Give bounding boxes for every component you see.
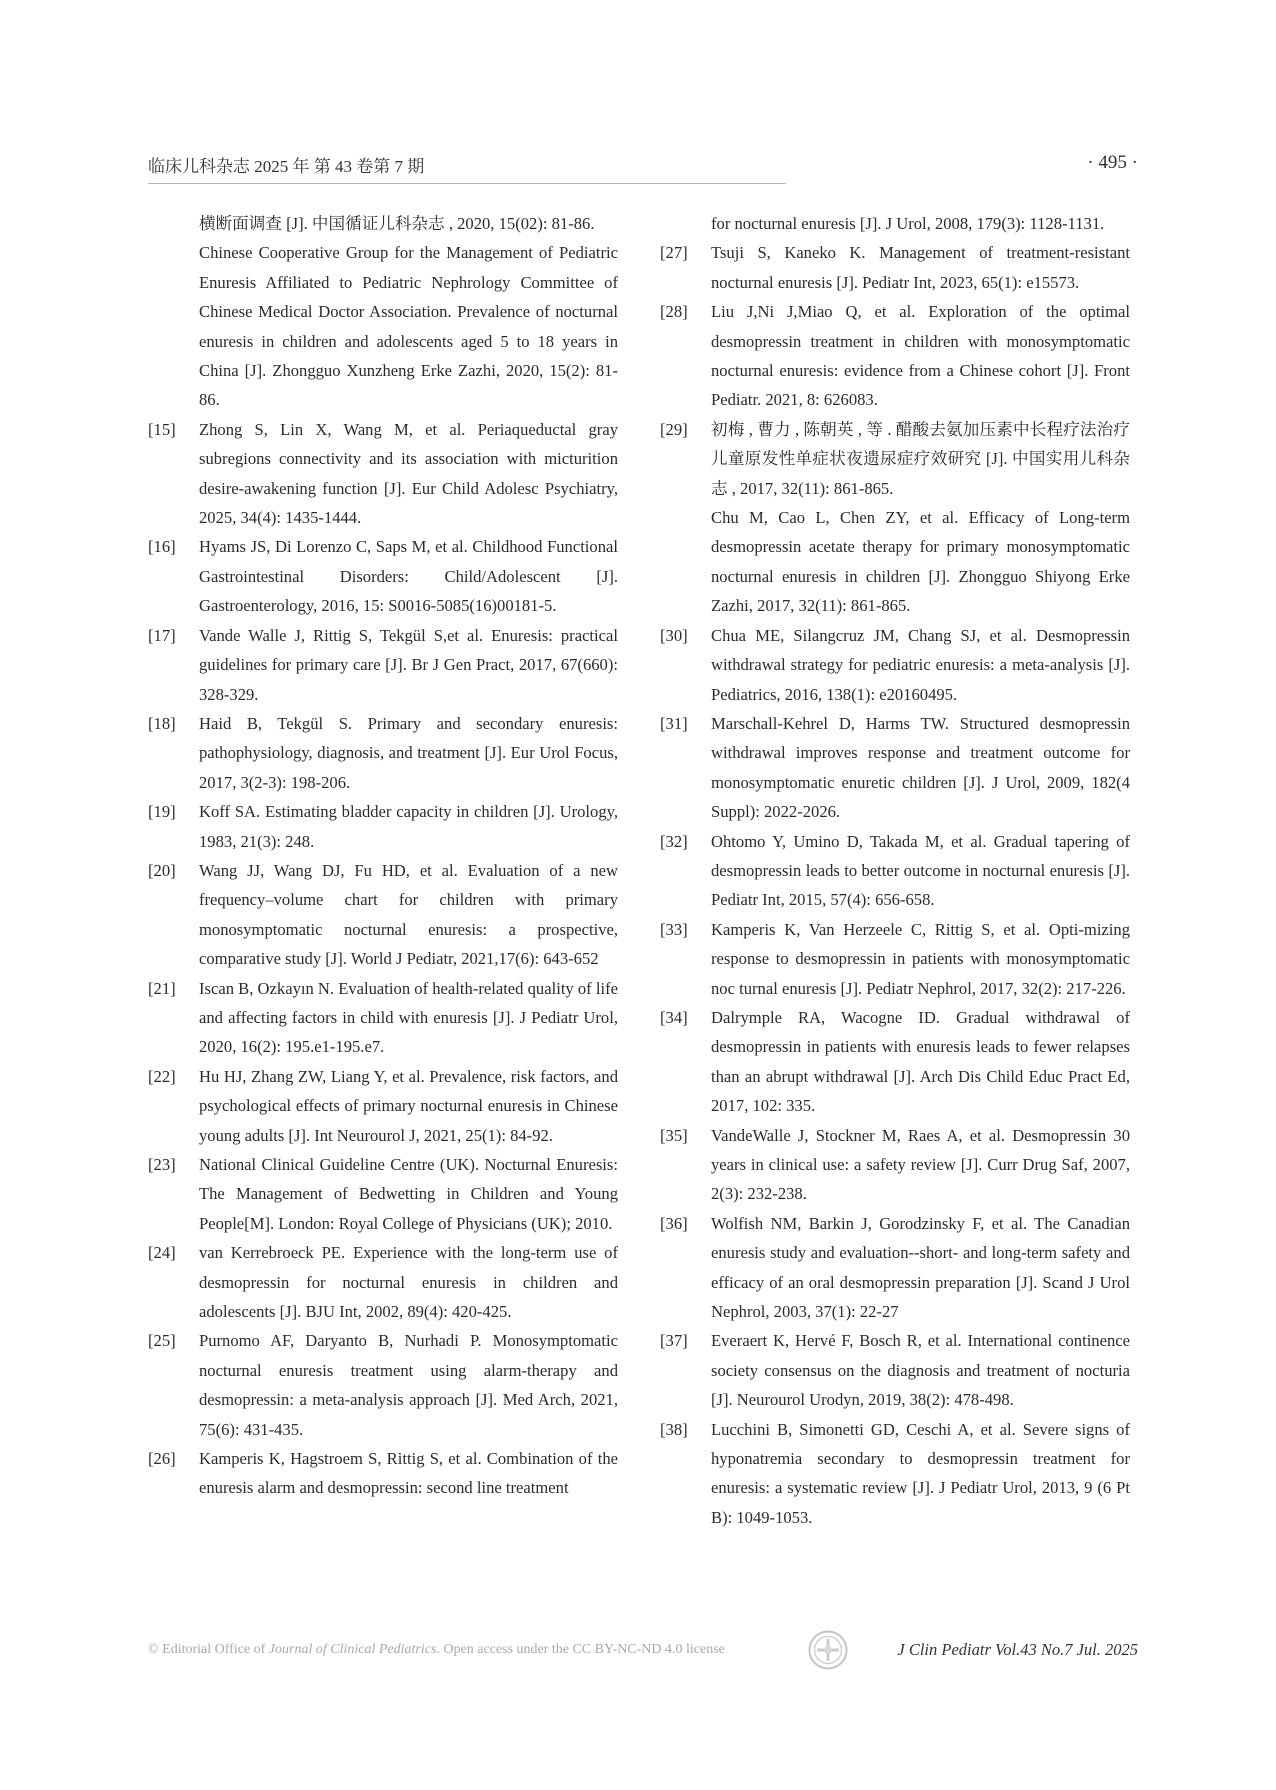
reference-number: [26] <box>148 1449 176 1469</box>
reference-number: [25] <box>148 1331 176 1351</box>
reference-number: [33] <box>660 919 688 939</box>
footer <box>148 1630 1138 1670</box>
reference-item <box>148 1150 618 1238</box>
reference-text: Chinese Cooperative Group for the Management of Pediatric Enuresis Affiliated to Pediatric Nephrology Committee of Chinese Medical Doctor Association. Prevalence of nocturnal enuresis in children and adolescents aged 5 to 18 years in China [J]. Zhongguo Xunzheng Erke Zazhi, 2020, 15(2): 81-86. <box>199 243 618 410</box>
reference-text: Lucchini B, Simonetti GD, Ceschi A, et al. Severe signs of hyponatremia secondary to desmopressin treatment for enuresis: a systematic review [J]. J Pediatr Urol, 2013, 9 (6 Pt B): 1049-1053. <box>711 1419 1130 1527</box>
reference-item <box>148 1062 618 1150</box>
reference-text: Chu M, Cao L, Chen ZY, et al. Efficacy of Long-term desmopressin acetate therapy for primary monosymptomatic nocturnal enuresis in children [J]. Zhongguo Shiyong Erke Zazhi, 2017, 32(11): 861-865. <box>711 508 1130 616</box>
reference-text: Kamperis K, Van Herzeele C, Rittig S, et al. Opti-mizing response to desmopressin in patients with monosymptomatic noc turnal enuresis [J]. Pediatr Nephrol, 2017, 32(2): 217-226. <box>711 919 1130 998</box>
reference-number: [16] <box>148 537 176 557</box>
reference-text: Koff SA. Estimating bladder capacity in children [J]. Urology, 1983, 21(3): 248. <box>199 802 618 851</box>
reference-number: [37] <box>660 1331 688 1351</box>
reference-item <box>660 209 1130 238</box>
reference-number: [34] <box>660 1007 688 1027</box>
reference-text: Hu HJ, Zhang ZW, Liang Y, et al. Prevalence, risk factors, and psychological effects of primary nocturnal enuresis in Chinese young adults [J]. Int Neurourol J, 2021, 25(1): 84-92. <box>199 1066 618 1145</box>
reference-number: [27] <box>660 243 688 263</box>
reference-item <box>148 1444 618 1503</box>
reference-item <box>660 621 1130 709</box>
reference-item <box>148 856 618 974</box>
reference-text: Iscan B, Ozkayın N. Evaluation of health-related quality of life and affecting factors in child with enuresis [J]. J Pediatr Urol, 2020, 16(2): 195.e1-195.e7. <box>199 978 618 1057</box>
reference-text: National Clinical Guideline Centre (UK). Nocturnal Enuresis: The Management of Bedwetting in Children and Young People[M]. London: Royal College of Physicians (UK); 2010. <box>199 1155 618 1233</box>
reference-item <box>660 1209 1130 1327</box>
reference-text: 横断面调查 [J]. 中国循证儿科杂志 , 2020, 15(02): 81-86. <box>199 214 595 233</box>
reference-number: [28] <box>660 302 688 322</box>
reference-item <box>660 1121 1130 1209</box>
reference-text: Purnomo AF, Daryanto B, Nurhadi P. Monosymptomatic nocturnal enuresis treatment using alarm-therapy and desmopressin: a meta-analysis approach [J]. Med Arch, 2021, 75(6): 431-435. <box>199 1331 618 1439</box>
reference-number: [15] <box>148 419 176 439</box>
reference-item <box>148 415 618 533</box>
reference-number: [20] <box>148 860 176 880</box>
journal-issue: 临床儿科杂志 2025 年 第 43 卷第 7 期 <box>148 157 425 176</box>
reference-number: [22] <box>148 1066 176 1086</box>
reference-item <box>660 297 1130 415</box>
reference-item <box>660 1003 1130 1121</box>
reference-item <box>660 827 1130 915</box>
header-rule <box>148 183 786 184</box>
reference-number: [18] <box>148 713 176 733</box>
reference-column-left <box>148 209 618 1503</box>
reference-item <box>148 1238 618 1326</box>
reference-number: [38] <box>660 1419 688 1439</box>
reference-number: [36] <box>660 1213 688 1233</box>
reference-text: Hyams JS, Di Lorenzo C, Saps M, et al. Childhood Functional Gastrointestinal Disorders: Child/Adolescent [J]. Gastroenterology, 2016, 15: S0016-5085(16)00181-5. <box>199 537 618 616</box>
reference-number: [35] <box>660 1125 688 1145</box>
reference-item <box>148 209 618 415</box>
reference-text: VandeWalle J, Stockner M, Raes A, et al. Desmopressin 30 years in clinical use: a safety review [J]. Curr Drug Saf, 2007, 2(3): 232-238. <box>711 1125 1130 1204</box>
reference-text: Haid B, Tekgül S. Primary and secondary enuresis: pathophysiology, diagnosis, and treatment [J]. Eur Urol Focus, 2017, 3(2-3): 198-206. <box>199 713 618 792</box>
reference-number: [21] <box>148 978 176 998</box>
reference-item <box>660 1415 1130 1533</box>
reference-number: [30] <box>660 625 688 645</box>
page-number: · 495 · <box>1087 152 1138 173</box>
reference-item <box>660 709 1130 827</box>
reference-item <box>660 1326 1130 1414</box>
reference-item <box>148 709 618 797</box>
reference-text: 初梅 , 曹力 , 陈朝英 , 等 . 醋酸去氨加压素中长程疗法治疗儿童原发性单症状夜遗尿症疗效研究 [J]. 中国实用儿科杂志 , 2017, 32(11): 861-865. <box>711 419 1130 498</box>
reference-text: Liu J,Ni J,Miao Q, et al. Exploration of the optimal desmopressin treatment in children with monosymptomatic nocturnal enuresis: evidence from a Chinese cohort [J]. Front Pediatr. 2021, 8: 626083. <box>711 302 1130 410</box>
reference-text: Chua ME, Silangcruz JM, Chang SJ, et al. Desmopressin withdrawal strategy for pediatric enuresis: a meta-analysis [J]. Pediatrics, 2016, 138(1): e20160495. <box>711 625 1130 704</box>
running-header <box>148 152 1138 182</box>
reference-number: [23] <box>148 1155 176 1174</box>
reference-number: [29] <box>660 419 688 439</box>
reference-column-right <box>660 209 1130 1532</box>
reference-item <box>148 974 618 1062</box>
reference-text: Dalrymple RA, Wacogne ID. Gradual withdrawal of desmopressin in patients with enuresis leads to fewer relapses than an abrupt withdrawal [J]. Arch Dis Child Educ Pract Ed, 2017, 102: 335. <box>711 1007 1130 1116</box>
reference-text: Wolfish NM, Barkin J, Gorodzinsky F, et al. The Canadian enuresis study and evaluation--short- and long-term safety and efficacy of an oral desmopressin preparation [J]. Scand J Urol Nephrol, 2003, 37(1): 22-27 <box>711 1213 1130 1322</box>
reference-item <box>148 532 618 620</box>
reference-text: Everaert K, Hervé F, Bosch R, et al. International continence society consensus on the diagnosis and treatment of nocturia [J]. Neurourol Urodyn, 2019, 38(2): 478-498. <box>711 1331 1130 1410</box>
reference-text: Tsuji S, Kaneko K. Management of treatment-resistant nocturnal enuresis [J]. Pediatr Int, 2023, 65(1): e15573. <box>711 243 1130 292</box>
reference-number: [32] <box>660 831 688 851</box>
reference-item <box>148 1326 618 1444</box>
reference-text: for nocturnal enuresis [J]. J Urol, 2008, 179(3): 1128-1131. <box>711 214 1105 233</box>
reference-item <box>660 238 1130 297</box>
reference-number: [31] <box>660 713 688 733</box>
reference-number: [17] <box>148 625 176 645</box>
reference-number: [19] <box>148 802 176 822</box>
reference-text: Wang JJ, Wang DJ, Fu HD, et al. Evaluation of a new frequency–volume chart for children with primary monosymptomatic nocturnal enuresis: a prospective, comparative study [J]. World J Pediatr, 2021,17(6): 643-652 <box>199 860 618 969</box>
reference-text: van Kerrebroeck PE. Experience with the long-term use of desmopressin for nocturnal enuresis in children and adolescents [J]. BJU Int, 2002, 89(4): 420-425. <box>199 1243 618 1322</box>
reference-text: Marschall-Kehrel D, Harms TW. Structured desmopressin withdrawal improves response and treatment outcome for monosymptomatic enuretic children [J]. J Urol, 2009, 182(4 Suppl): 2022-2026. <box>711 713 1130 822</box>
reference-item <box>660 915 1130 1003</box>
journal-seal-icon <box>808 1630 848 1670</box>
copyright-notice: © Editorial Office of Journal of Clinical Pediatrics. Open access under the CC BY-NC-ND 4.0 license <box>148 1642 725 1657</box>
reference-text: Ohtomo Y, Umino D, Takada M, et al. Gradual tapering of desmopressin leads to better outcome in nocturnal enuresis [J]. Pediatr Int, 2015, 57(4): 656-658. <box>711 831 1130 910</box>
journal-name: Journal of Clinical Pediatrics <box>268 1642 437 1657</box>
reference-text: Kamperis K, Hagstroem S, Rittig S, et al. Combination of the enuresis alarm and desmopressin: second line treatment <box>199 1449 618 1498</box>
reference-item <box>660 415 1130 621</box>
journal-citation: J Clin Pediatr Vol.43 No.7 Jul. 2025 <box>897 1640 1138 1659</box>
reference-number: [24] <box>148 1243 176 1263</box>
reference-item <box>148 621 618 709</box>
reference-text: Zhong S, Lin X, Wang M, et al. Periaqueductal gray subregions connectivity and its association with micturition desire-awakening function [J]. Eur Child Adolesc Psychiatry, 2025, 34(4): 1435-1444. <box>199 419 618 528</box>
reference-text: Vande Walle J, Rittig S, Tekgül S,et al. Enuresis: practical guidelines for primary care [J]. Br J Gen Pract, 2017, 67(660): 328-329. <box>199 625 618 704</box>
reference-item <box>148 797 618 856</box>
